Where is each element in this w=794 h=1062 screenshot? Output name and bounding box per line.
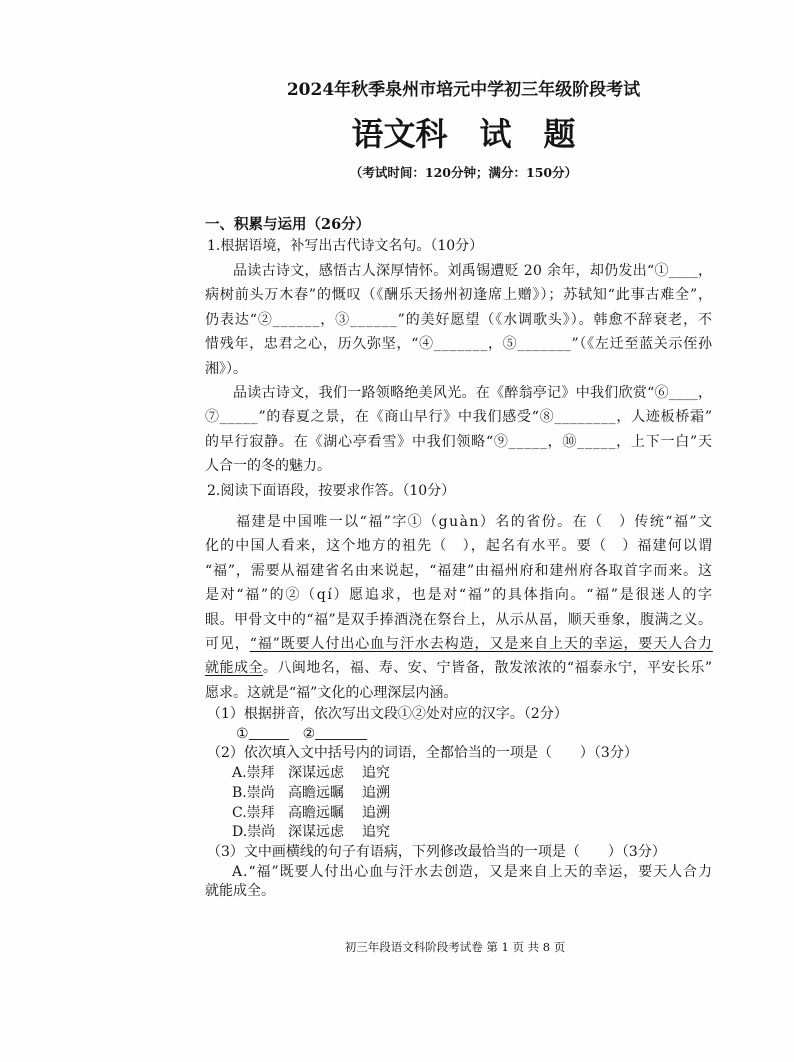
option-word: 高瞻远瞩 [288, 784, 344, 801]
passage-line: 是对“福”的②（qí）愿追求，也是对“福”的具体指向。“福”是很迷人的字 [205, 587, 714, 604]
option-word: 崇尚 [246, 784, 275, 801]
page-footer: 初三年段语文科阶段考试卷 第 1 页 共 8 页 [344, 940, 566, 954]
paragraph-line: 仍表达“②______，③______”的美好愿望（《水调歌头》）。韩愈不辞衰老，不 [205, 311, 713, 328]
option-a-text: A.“福”既要人付出心血与汗水去创造，又是来自上天的幸运，要天人合力 [232, 863, 713, 880]
option-word: 追溯 [362, 804, 390, 821]
underlined-sentence: “福”既要人付出心血与汗水去构造，又是来自上天的幸运，要天人合力 [249, 636, 713, 653]
option-word: 追溯 [362, 784, 390, 801]
question-1-body [205, 259, 712, 503]
answer-blank-line [249, 738, 289, 740]
passage-text: 可见， [205, 636, 250, 653]
option-word: 深谋远虑 [288, 765, 344, 782]
option-label: A. [232, 765, 247, 782]
option-word: 追究 [362, 765, 390, 782]
option-item [232, 804, 712, 824]
passage-line [205, 632, 712, 656]
option-item [232, 784, 712, 804]
paragraph-line: 湘》）。 [205, 360, 247, 377]
blank-label: ② [302, 725, 316, 742]
passage-line: 福建是中国唯一以“福”字①（guàn）名的省份。在（ ）传统“福”文 [236, 514, 714, 530]
q1-paragraph-2 [205, 381, 712, 479]
passage-line: “福”，需要从福建省名由来说起，“福建”由福州府和建州府各取首字而来。这 [205, 562, 713, 579]
q1-paragraph-1 [205, 259, 712, 381]
paragraph-line: 病树前头万木春”的慨叹（《酬乐天扬州初逢席上赠》）；苏轼知“此事古难全”， [205, 287, 713, 304]
question-1-prompt: 1.根据语境，补写出古代诗文名句。（10分） [207, 238, 484, 254]
option-word: 追究 [362, 824, 390, 841]
option-word: 高瞻远瞩 [288, 804, 344, 821]
option-word: 深谋远虑 [288, 824, 344, 841]
paragraph-line: 的早行寂静。在《湖心亭看雪》中我们领略“⑨_____，⑩_____，上下一白”天 [205, 433, 713, 450]
subquestion-2-prompt: （2）依次填入文中括号内的词语，全都恰当的一项是（ ）（3分） [207, 745, 638, 762]
reading-passage [205, 510, 712, 705]
paragraph-line: 惜残年，忠君之心，历久弥坚，“④_______，⑤_______”（《左迁至蓝关示侄孙 [205, 336, 713, 353]
option-a-text: 就能成全。 [205, 883, 275, 900]
passage-text: 。八闽地名，福、寿、安、宁皆备，散发浓浓的“福泰永宁，平安长乐” [262, 660, 713, 677]
paragraph-line: 品读古诗文，感悟古人深厚情怀。刘禹锡遭贬 20 余年，却仍发出“①____， [233, 263, 713, 279]
question-2-prompt: 2.阅读下面语段，按要求作答。（10分） [207, 482, 456, 499]
subject-title: 语文科 试 题 [351, 115, 576, 153]
passage-line: 眼。甲骨文中的“福”是双手捧酒浇在祭台上，从示从畐，顺天垂象，腹满之义。 [205, 611, 713, 628]
answer-blank-line [315, 738, 367, 740]
option-label: B. [232, 784, 247, 801]
exam-title: 2024年秋季泉州市培元中学初三年级阶段考试 [286, 80, 641, 100]
option-word: 崇拜 [246, 765, 275, 782]
subquestion-1-prompt: （1）根据拼音，依次写出文段①②处对应的汉字。（2分） [207, 706, 568, 722]
option-word: 崇尚 [247, 824, 276, 841]
subquestion-3-prompt: （3）文中画横线的句子有语病，下列修改最恰当的一项是（ ）（3分） [207, 843, 666, 860]
option-label: D. [232, 824, 248, 841]
option-list [205, 764, 712, 843]
paragraph-line: 人合一的冬的魅力。 [205, 458, 331, 475]
blank-label: ① [236, 725, 249, 742]
paragraph-line: ⑦_____”的春夏之景，在《商山早行》中我们感受“⑧________，人迹板桥霜” [205, 409, 713, 426]
underlined-sentence: 就能成全 [205, 660, 263, 677]
option-item [232, 764, 712, 784]
passage-line [205, 656, 712, 680]
section-heading: 一、积累与运用（26分） [205, 216, 371, 233]
option-item [232, 823, 712, 843]
option-word: 崇拜 [246, 804, 275, 821]
passage-line: 化的中国人看来，这个地方的祖先（ ），起名有水平。要（ ）福建何以谓 [205, 538, 714, 555]
paragraph-line: 品读古诗文，我们一路领略绝美风光。在《醉翁亭记》中我们欣赏“⑥____， [233, 385, 713, 402]
passage-line: 愿求。这就是“福”文化的心理深层内涵。 [205, 684, 458, 701]
sub-questions [205, 705, 712, 902]
exam-info: （考试时间：120分钟；满分：150分） [349, 165, 578, 180]
answer-blanks [236, 725, 712, 745]
option-label: C. [232, 804, 247, 821]
